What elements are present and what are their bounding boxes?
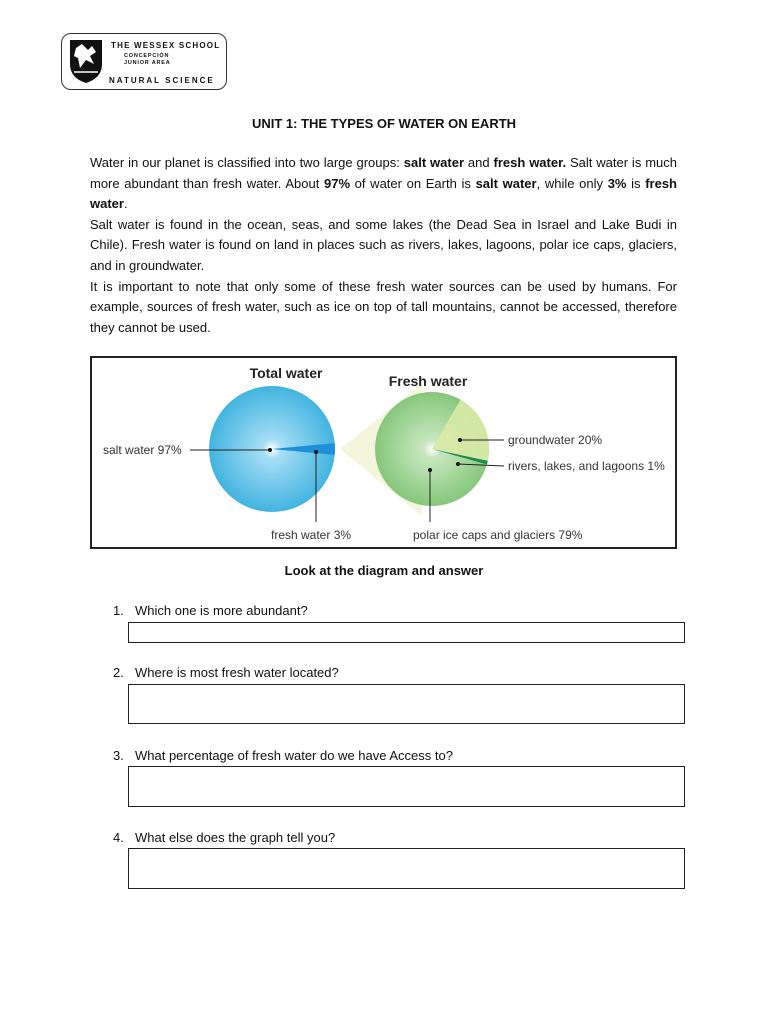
ice-caps-label: polar ice caps and glaciers 79% bbox=[413, 528, 583, 542]
paragraph-3: It is important to note that only some of these fresh water sources can be used by humans. For example, sources of fresh water, such as ice on top of tall mountains, cannot be accessed, therefore they cannot be used. bbox=[90, 278, 677, 335]
answer-box-4[interactable] bbox=[128, 848, 685, 889]
body-text bbox=[90, 153, 677, 338]
question-3: 3. What percentage of fresh water do we have Access to? bbox=[113, 748, 453, 763]
answer-box-1[interactable] bbox=[128, 622, 685, 643]
question-4: 4. What else does the graph tell you? bbox=[113, 830, 336, 845]
groundwater-dot bbox=[458, 438, 462, 442]
school-campus: CONCEPCIÓN bbox=[124, 53, 170, 59]
groundwater-label: groundwater 20% bbox=[508, 433, 603, 447]
school-area: JUNIOR AREA bbox=[124, 60, 171, 66]
answer-box-3[interactable] bbox=[128, 766, 685, 807]
answer-box-2[interactable] bbox=[128, 684, 685, 724]
fresh-water-label: fresh water 3% bbox=[271, 528, 352, 542]
question-1: 1. Which one is more abundant? bbox=[113, 603, 308, 618]
fresh-water-title: Fresh water bbox=[388, 373, 468, 389]
rivers-dot bbox=[456, 462, 460, 466]
rivers-label: rivers, lakes, and lagoons 1% bbox=[508, 459, 665, 473]
water-diagram-svg bbox=[92, 358, 674, 546]
page-title: UNIT 1: THE TYPES OF WATER ON EARTH bbox=[251, 116, 517, 131]
paragraph-1: Water in our planet is classified into two large groups: salt water and fresh water. Salt water is much more abundant than fresh water. About 97% of water on Earth is salt water, while only 3% is fresh water. bbox=[90, 155, 677, 212]
school-crest-icon bbox=[68, 38, 104, 84]
salt-water-label: salt water 97% bbox=[103, 443, 182, 457]
paragraph-2: Salt water is found in the ocean, seas, and some lakes (the Dead Sea in Israel and Lake Budi in Chile). Fresh water is found on land in places such as rivers, lakes, lagoons, polar ice caps, glaciers, and in groundwater. bbox=[90, 216, 677, 273]
ice-caps-dot bbox=[428, 468, 432, 472]
question-2: 2. Where is most fresh water located? bbox=[113, 665, 339, 680]
fresh-water-dot bbox=[314, 450, 318, 454]
school-name: THE WESSEX SCHOOL bbox=[111, 41, 221, 50]
water-diagram bbox=[90, 356, 677, 549]
school-subject: NATURAL SCIENCE bbox=[109, 76, 215, 85]
instructions: Look at the diagram and answer bbox=[284, 563, 484, 578]
school-logo-box bbox=[61, 33, 227, 90]
total-water-title: Total water bbox=[249, 365, 323, 381]
salt-water-dot bbox=[268, 448, 272, 452]
